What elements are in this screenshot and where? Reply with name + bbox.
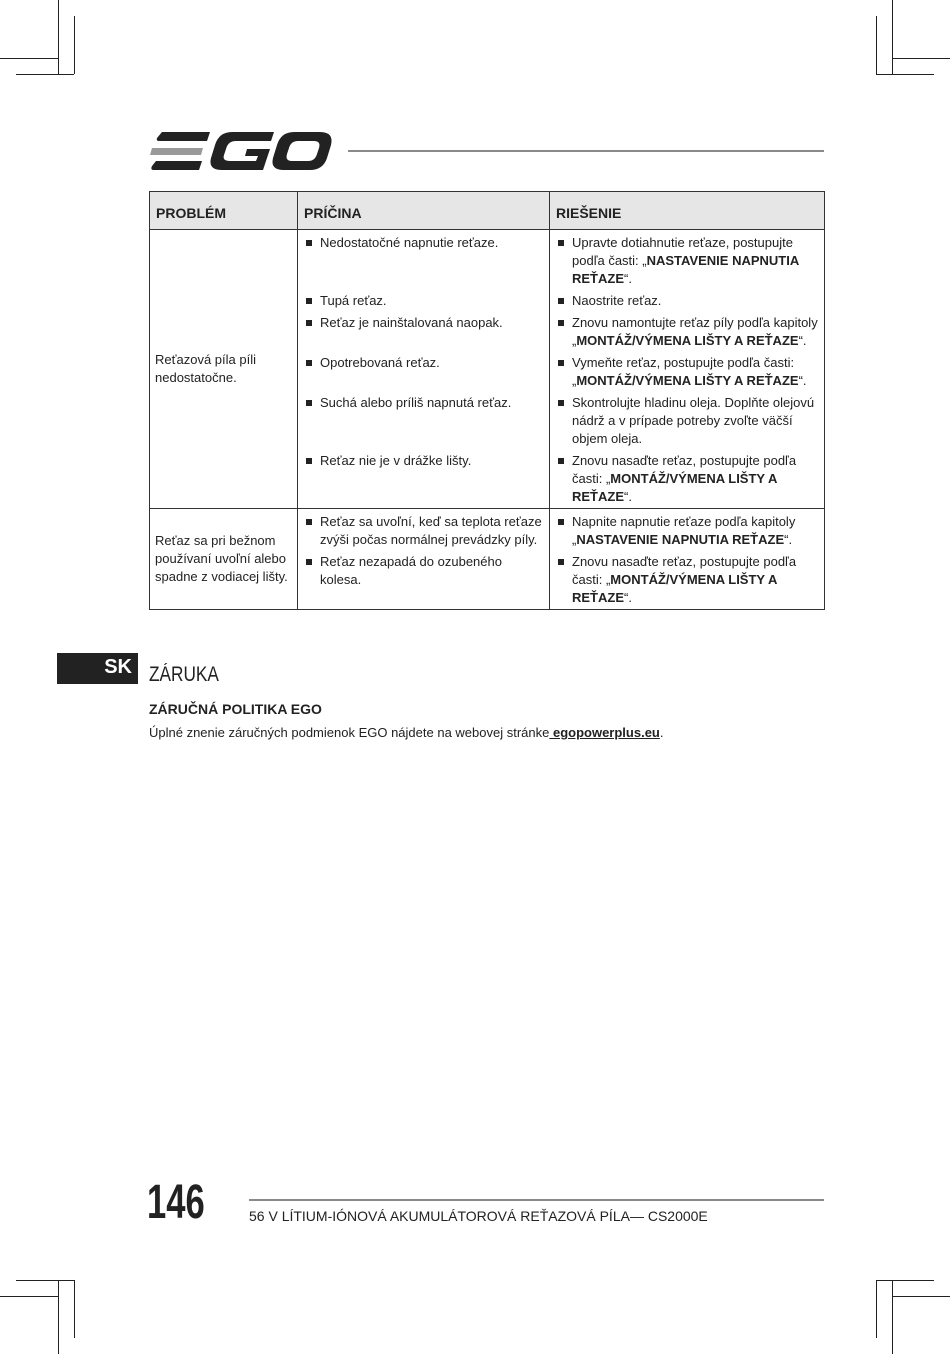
solution-item: [556, 513, 818, 549]
cause-text: Reťaz je nainštalovaná naopak.: [320, 315, 503, 330]
solution-text: Vymeňte reťaz, postupujte podľa časti: „: [572, 355, 795, 388]
solution-reference: MONTÁŽ/VÝMENA LIŠTY A REŤAZE: [576, 373, 799, 388]
solution-text: “.: [798, 373, 807, 388]
language-tab-label: SK: [104, 656, 132, 678]
cause-text: Tupá reťaz.: [320, 293, 387, 308]
bullet-square-icon: [306, 400, 312, 406]
crop-mark: [74, 16, 75, 74]
header-cause: PRÍČINA: [298, 192, 550, 230]
bullet-square-icon: [558, 298, 564, 304]
cause-item: [304, 394, 543, 412]
crop-mark: [892, 58, 950, 59]
solution-text: Skontrolujte hladinu oleja. Doplňte olejovú nádrž a v prípade potreby zvoľte väčší objem oleja.: [572, 395, 815, 446]
cause-text: Suchá alebo príliš napnutá reťaz.: [320, 395, 512, 410]
solution-text: “.: [798, 333, 807, 348]
bullet-square-icon: [558, 320, 564, 326]
cause-cell: [298, 230, 550, 293]
bullet-square-icon: [558, 559, 564, 565]
troubleshooting-table: [149, 191, 825, 610]
footer-text: 56 V LÍTIUM-IÓNOVÁ AKUMULÁTOROVÁ REŤAZOVÁ PÍLA— CS2000E: [249, 1208, 708, 1224]
crop-mark: [892, 0, 893, 74]
solution-text: “.: [624, 271, 632, 286]
solution-item: [556, 314, 818, 350]
cause-text: Reťaz sa uvoľní, keď sa teplota reťaze zvýši počas normálnej prevádzky píly.: [320, 514, 542, 547]
cause-item: [304, 513, 543, 549]
cause-text: Nedostatočné napnutie reťaze.: [320, 235, 499, 250]
cause-cell: [298, 553, 550, 610]
cause-cell: [298, 314, 550, 354]
cause-cell: [298, 509, 550, 554]
section-title: ZÁRUKA: [149, 663, 219, 686]
bullet-square-icon: [306, 519, 312, 525]
cause-item: [304, 354, 543, 372]
cause-item: [304, 553, 543, 589]
cause-cell: [298, 292, 550, 314]
crop-mark: [876, 74, 934, 75]
bullet-square-icon: [558, 240, 564, 246]
warranty-text: Úplné znenie záručných podmienok EGO nájdete na webovej stránke: [149, 725, 550, 740]
crop-mark: [74, 1280, 75, 1338]
solution-item: [556, 452, 818, 506]
page-number: 146: [147, 1176, 205, 1229]
bullet-square-icon: [558, 400, 564, 406]
cause-text: Opotrebovaná reťaz.: [320, 355, 440, 370]
solution-text: “.: [624, 489, 632, 504]
bullet-square-icon: [558, 519, 564, 525]
bullet-square-icon: [306, 458, 312, 464]
cause-text: Reťaz nie je v drážke lišty.: [320, 453, 472, 468]
table-row: [150, 230, 825, 293]
cause-item: [304, 314, 543, 332]
solution-text: Naostrite reťaz.: [572, 293, 662, 308]
solution-text: “.: [624, 590, 632, 605]
solution-item: [556, 394, 818, 448]
bullet-square-icon: [306, 320, 312, 326]
solution-item: [556, 553, 818, 607]
solution-cell: [550, 553, 825, 610]
cause-cell: [298, 394, 550, 452]
bullet-square-icon: [558, 360, 564, 366]
solution-cell: [550, 509, 825, 554]
section-subtitle: ZÁRUČNÁ POLITIKA EGO: [149, 701, 322, 717]
cause-cell: [298, 452, 550, 509]
bullet-square-icon: [306, 360, 312, 366]
ego-logo: [148, 128, 334, 174]
crop-mark: [0, 58, 58, 59]
solution-reference: NASTAVENIE NAPNUTIA REŤAZE: [576, 532, 785, 547]
crop-mark: [58, 1280, 59, 1354]
crop-mark: [0, 1296, 58, 1297]
bullet-square-icon: [558, 458, 564, 464]
footer-rule: [249, 1199, 824, 1201]
warranty-end: .: [659, 725, 664, 740]
crop-mark: [16, 74, 74, 75]
crop-mark: [876, 1280, 934, 1281]
solution-text: Znovu nasaďte reťaz, postupujte podľa časti: „: [572, 453, 797, 486]
solution-cell: [550, 314, 825, 354]
crop-mark: [876, 1280, 877, 1338]
header-problem: PROBLÉM: [150, 192, 298, 230]
solution-cell: [550, 230, 825, 293]
problem-cell: Reťazová píla píli nedostatočne.: [150, 230, 298, 509]
table-row: [150, 509, 825, 554]
bullet-square-icon: [306, 298, 312, 304]
solution-item: [556, 292, 818, 310]
cause-item: [304, 234, 543, 252]
cause-cell: [298, 354, 550, 394]
solution-cell: [550, 292, 825, 314]
crop-mark: [58, 0, 59, 74]
cause-item: [304, 292, 543, 310]
crop-mark: [892, 1280, 893, 1354]
solution-text: Napnite napnutie reťaze podľa kapitoly „: [572, 514, 796, 547]
solution-item: [556, 354, 818, 390]
solution-text: “.: [784, 532, 793, 547]
bullet-square-icon: [306, 240, 312, 246]
solution-text: Znovu namontujte reťaz píly podľa kapitoly „: [572, 315, 818, 348]
bullet-square-icon: [306, 559, 312, 565]
warranty-paragraph: [149, 725, 664, 740]
crop-mark: [892, 1296, 950, 1297]
solution-reference: MONTÁŽ/VÝMENA LIŠTY A REŤAZE: [572, 572, 777, 605]
cause-text: Reťaz nezapadá do ozubeného kolesa.: [320, 554, 502, 587]
solution-cell: [550, 354, 825, 394]
problem-cell: Reťaz sa pri bežnom používaní uvoľní alebo spadne z vodiacej lišty.: [150, 509, 298, 610]
crop-mark: [876, 16, 877, 74]
website-link[interactable]: egopowerplus.eu: [549, 725, 660, 740]
solution-reference: MONTÁŽ/VÝMENA LIŠTY A REŤAZE: [572, 471, 777, 504]
solution-text: Upravte dotiahnutie reťaze, postupujte podľa časti: „: [572, 235, 793, 268]
header-rule: [348, 150, 824, 152]
solution-cell: [550, 452, 825, 509]
table-header-row: [150, 192, 825, 230]
solution-item: [556, 234, 818, 288]
header-solution: RIEŠENIE: [550, 192, 825, 230]
cause-item: [304, 452, 543, 470]
language-tab: [57, 653, 138, 684]
crop-mark: [16, 1280, 74, 1281]
solution-reference: MONTÁŽ/VÝMENA LIŠTY A REŤAZE: [576, 333, 799, 348]
solution-reference: NASTAVENIE NAPNUTIA REŤAZE: [572, 253, 799, 286]
solution-cell: [550, 394, 825, 452]
solution-text: Znovu nasaďte reťaz, postupujte podľa časti: „: [572, 554, 797, 587]
